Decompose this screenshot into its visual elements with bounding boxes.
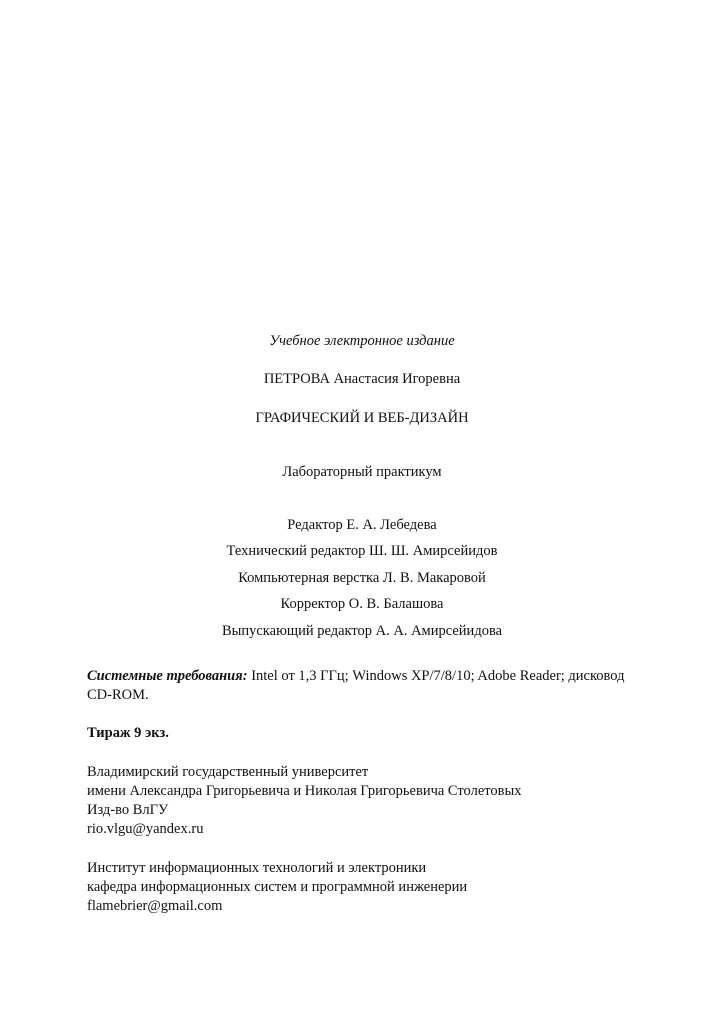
edition-type: Учебное электронное издание [269,333,455,349]
credit-editor: Редактор Е. А. Лебедева [287,517,437,533]
circulation: Тираж 9 экз. [87,725,169,741]
author-name: ПЕТРОВА Анастасия Игоревна [263,371,461,387]
institute-line: кафедра информационных систем и программной инженерии [87,879,468,895]
publisher-block [87,763,647,839]
requirements-text: Intel от 1,3 ГГц; Windows XP/7/8/10; Adobe Reader; дисковод CD-ROM. [87,668,625,703]
institute-line: Институт информационных технологий и электроники [87,860,427,876]
credit-tech-editor: Технический редактор Ш. Ш. Амирсейидов [226,543,498,559]
system-requirements [87,667,647,705]
publisher-line: Владимирский государственный университет [87,764,369,780]
requirements-label: Системные требования: [87,668,248,684]
publisher-line: имени Александра Григорьевича и Николая Григорьевича Столетовых [87,783,522,799]
credit-release-editor: Выпускающий редактор А. А. Амирсейидова [221,623,503,639]
credit-proofreader: Корректор О. В. Балашова [280,596,444,612]
institute-block [87,859,647,916]
publisher-email: rio.vlgu@yandex.ru [87,821,204,837]
book-subtitle: Лабораторный практикум [282,464,442,480]
publisher-line: Изд-во ВлГУ [87,802,169,818]
credit-layout: Компьютерная верстка Л. В. Макаровой [238,570,486,586]
institute-email: flamebrier@gmail.com [87,898,223,914]
book-title: ГРАФИЧЕСКИЙ И ВЕБ-ДИЗАЙН [255,410,469,426]
